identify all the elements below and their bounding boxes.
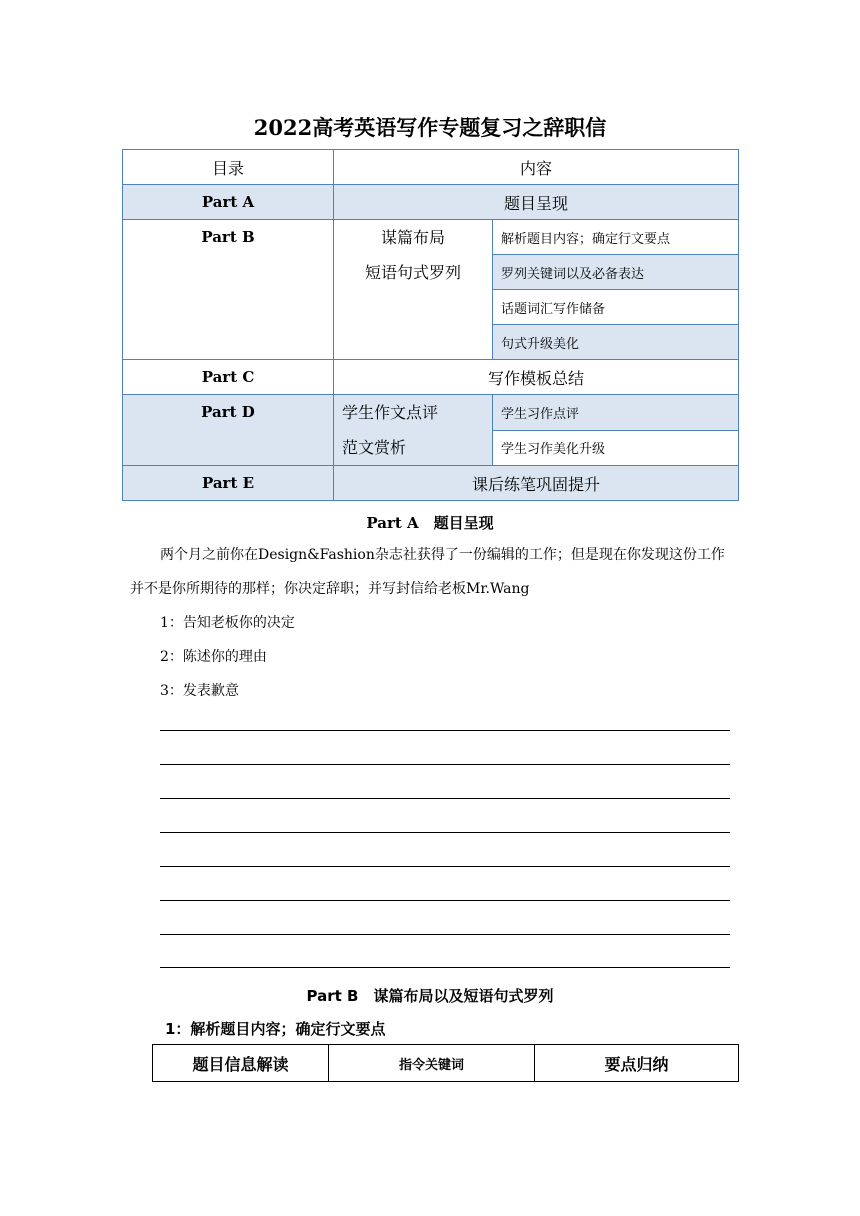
part-a-heading: Part A 题目呈现	[366, 514, 494, 532]
page-title: 2022高考英语写作专题复习之辞职信	[253, 115, 607, 140]
toc-part-d-mid: 学生作文点评 范文赏析	[334, 395, 493, 466]
list-item: 3：发表歉意	[160, 683, 239, 699]
writing-line	[160, 866, 730, 867]
toc-part-c-content: 写作模板总结	[334, 360, 739, 395]
list-item: 1：告知老板你的决定	[160, 615, 295, 631]
toc-part-c-label: Part C	[123, 360, 334, 395]
toc-part-d-sub-2: 学生习作美化升级	[493, 430, 739, 466]
writing-line	[160, 798, 730, 799]
toc-part-a-content: 题目呈现	[334, 185, 739, 220]
toc-part-b-sub-3: 话题词汇写作储备	[493, 290, 739, 325]
toc-part-b-label: Part B	[123, 220, 334, 360]
table-header-keywords: 指令关键词	[329, 1045, 535, 1082]
writing-line	[160, 832, 730, 833]
toc-table	[122, 149, 739, 501]
toc-header-catalog: 目录	[123, 150, 334, 185]
toc-part-b-sub-2: 罗列关键词以及必备表达	[493, 255, 739, 290]
toc-header-content: 内容	[334, 150, 739, 185]
toc-part-d-sub-1: 学生习作点评	[493, 395, 739, 431]
writing-line	[160, 934, 730, 935]
toc-part-b-sub-1: 解析题目内容；确定行文要点	[493, 220, 739, 255]
writing-line	[160, 900, 730, 901]
toc-part-b-sub-4: 句式升级美化	[493, 325, 739, 360]
writing-line	[160, 730, 730, 731]
list-item: 2：陈述你的理由	[160, 649, 267, 665]
toc-part-d-label: Part D	[123, 395, 334, 466]
toc-part-b-mid: 谋篇布局 短语句式罗列	[334, 220, 493, 360]
table-header-summary: 要点归纳	[535, 1045, 739, 1082]
toc-part-a-label: Part A	[123, 185, 334, 220]
writing-line	[160, 764, 730, 765]
task-paragraph: 两个月之前你在Design&Fashion杂志社获得了一份编辑的工作；但是现在你发现这份工作并不是你所期待的那样；你决定辞职；并写封信给老板Mr.Wang	[130, 547, 725, 597]
part-b-heading: Part B 谋篇布局以及短语句式罗列	[306, 987, 554, 1005]
writing-line	[160, 967, 730, 968]
table-header-info: 题目信息解读	[153, 1045, 329, 1082]
toc-part-e-content: 课后练笔巩固提升	[334, 466, 739, 501]
analysis-table	[152, 1044, 739, 1082]
section-1-heading: 1：解析题目内容；确定行文要点	[165, 1020, 386, 1038]
toc-part-e-label: Part E	[123, 466, 334, 501]
